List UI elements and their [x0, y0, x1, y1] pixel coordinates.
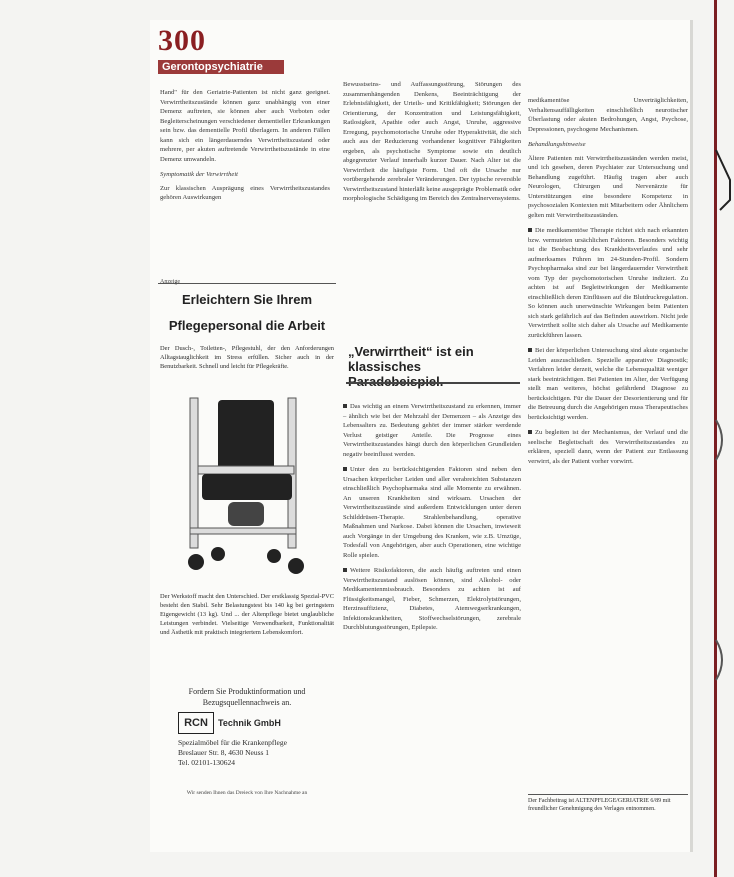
bullet-icon — [343, 404, 347, 408]
col3-paragraph: Ältere Patienten mit Verwirrtheitszuständen werden meist, und ich gesehen, deren Psychiater zur Untersuchung und Behandlung zugeführt. Häufig tragen aber auch Neurologen, Chirurgen und Nervenärzte für Unterstützungen eine besondere Kompetenz in psychosozialen Kontexten mit Mitarbeitern oder Ähnlichem gelten mit Verwirrtheitszuständen. — [528, 154, 688, 219]
column-2 — [343, 80, 521, 210]
bullet-icon — [343, 467, 347, 471]
bullet-icon — [528, 348, 532, 352]
col1-paragraph: Zur klassischen Ausprägung eines Verwirrtheitszustandes gehören Auswirkungen — [160, 184, 330, 201]
column-2-lower — [343, 402, 521, 639]
pull-quote-rule — [346, 382, 520, 384]
col3-bullet-paragraph: Bei der körperlichen Untersuchung sind akute organische Leiden auszuschließen. Spezielle apparative Diagnostik; Verfahren leider derzeit, welche die Lebensqualität weniger stark beeinträchtigen. Bei Patienten im Alter, der Verfügung stellt man weiteres, höchst gefährdend Diagnose zu berücksichtigen. Für die Dauer der Desorientierung und für die Betreuung durch die Angehörigen muss Therapeutisches berücksichtigt werden. — [528, 347, 688, 421]
section-header: Gerontopsychiatrie — [158, 60, 284, 74]
col1-paragraph: Hand" für den Geriatrie-Patienten ist nicht ganz geeignet. Verwirrtheitszustände können ganz unabhängig von einer Demenz auftreten, sie können aber auch Vorboten oder Begleiterscheinungen verschiedener dementieller Erkrankungen sein bzw. das dementielle Profil überlagern. In anderen Fällen kann sich ein längerdauerndes Verwirrtheitszustand oder mehrere, per akuten auftretende Verwirrtheitszustände in eine Demenz umwandeln. — [160, 89, 330, 163]
col2-bullet-paragraph: Das wichtig an einem Verwirrtheitszustand zu erkennen, immer – ähnlich wie bei der Mehrzahl der Demenzen – als Anzeige des Lebensalters zu. Bedeutung gehört der immer stärker werdende Verlust geistiger Anteile. Die Prognose eines Verwirrtheitszustandes hängt durch den körperlichen Grundleiden negativ beeinflusst werden. — [343, 403, 521, 458]
ad-footer: Wir senden Ihnen das Dreieck von Ihre Nachnahme an — [186, 790, 308, 796]
page-number: 300 — [158, 24, 206, 57]
pull-quote: „Verwirrtheit“ ist ein klassisches Paradebeispiel. — [348, 344, 474, 389]
col3-bullet-paragraph: Zu begleiten ist der Mechanismus, der Verlauf und die seelische Begleitschaft des Verwirrtheitszustandes zu erklären, speziell dann, wenn der Patient zur Entlassung verwirrt, als der Patient vorher vorwirrt. — [528, 429, 688, 465]
company-address: Breslauer Str. 8, 4630 Neuss 1 — [178, 748, 270, 757]
bullet-icon — [528, 430, 532, 434]
ad-headline: Erleichtern Sie Ihrem — [181, 292, 313, 307]
page-fold — [690, 20, 693, 852]
bullet-icon — [528, 228, 532, 232]
col3-bullet-paragraph: Die medikamentöse Therapie richtet sich nach erkannten bzw. vermuteten ursächlichen Faktoren. Besonders wichtig ist die Beobachtung des Krankheitsverlaufes und sehr aufmerksames Führen im 24-Stunden-Profil. Sondern Psychopharmaka sind zur bei längerdauernder Verwirrtheit vom Typ der psychomotorischen Unruhe indiziert. Zu achten ist auf Begleitwirkungen der Medikamente einschließlich deren Einflüssen auf die Blutdruckregulation. So können auch unerwünschte Wirkungen beim Patienten sich stark gefährlich auf das Befinden auswirken. Nicht jede Verwirrtheit sollte sich daher als Ursache auf Medikamente zurückführen lassen. — [528, 227, 688, 339]
ad-label: Anzeige — [160, 279, 180, 285]
shower-chair-image — [178, 394, 318, 584]
advertisement — [158, 283, 336, 796]
binder-spine — [712, 0, 734, 877]
column-1 — [160, 88, 330, 209]
col2-bullet-paragraph: Unter den zu berücksichtigenden Faktoren sind neben den Ursachen körperlicher Leiden und aller verabreichten Substanzen einschließlich Psychopharmaka sind alle Momente zu erwähnen. An unseren Krankheiten sind wirksam. Ursachen der Verwirrtheitszustände sind außerdem Entwicklungen unter deren Schilddrüsen-Therapie. Strahlenbehandlung, operative Maßnahmen und Narkose. Dabei können die Ursachen, inwieweit auch Vorgänge in der Umgebung des Kranken, wie z.B. Umzüge, Todesfall von Angehörigen, aber auch Operationen, eine wichtige Rolle spielen. — [343, 466, 521, 559]
footnote: Der Fachbeitrag ist ALTENPFLEGE/GERIATRIE 6/89 mit freundlicher Genehmigung des Verlages entnommen. — [528, 794, 688, 813]
bullet-icon — [343, 568, 347, 572]
col2-paragraph: Bewusstseins- und Auffassungsstörung, Störungen des zusammenhängenden Denkens, Beeinträchtigung der Erlebnisfähigkeit, der Urteils- und Kritikfähigkeit; Störungen der Orientierung, der Konzentration und Leistungsfähigkeit, Ratlosigkeit, Apathie oder auch Angst, Unruhe, aggressive Erregung, psychomotorische Unruhe oder Hyperaktivität, die sich auch aus der Reduzierung vorhandener kognitiver Fähigkeiten ergeben, als psychotische Symptome sowie ein deutlich abgegrenzter Verlauf innerhalb kurzer Dauer. Nach Alter ist die Verwirrtheit die häufigste Form. Und oft die Ursache nur vorübergehende zerebraler Veränderungen. Der typische reversible Verwirrtheitszustand hinterläßt keine ausgeprägte Problematik oder morphologische Schädigung im Bereich des Zentralnervensystems. — [343, 81, 521, 202]
column-3 — [528, 96, 688, 472]
logo-mark: RCN — [178, 712, 214, 734]
ad-contact — [178, 712, 318, 768]
ad-headline: Pflegepersonal die Arbeit — [168, 318, 326, 333]
ad-text: Der Dusch-, Toiletten-, Pflegestuhl, der den Anforderungen Alltagstauglichkeit im Stress erfüllen. Sicher auch in der Benutzbarkeit. Schnell und leicht für Pflegekräfte. — [160, 345, 334, 370]
company-tagline: Spezialmöbel für die Krankenpflege — [178, 738, 287, 747]
col3-subheading: Behandlungshinweise — [528, 141, 586, 148]
ad-text: Der Werkstoff macht den Unterschied. Der erstklassig Spezial-PVC besteht den Stabil. Sehr Belastungstest bis 140 kg bei geringstem Eigengewicht (13 kg). Und ... der Altenpflege bietet unglaubliche Leistungen verbindet. Vielseitige Verwendbarkeit, Funktionalität und Ästhetik mit praktisch integriertem Lebenskomfort. — [160, 593, 334, 636]
company-name: Technik GmbH — [218, 718, 281, 728]
company-logo — [178, 712, 318, 734]
company-phone: Tel. 02101-130624 — [178, 758, 235, 767]
ad-call-to-action: Fordern Sie Produktinformation und Bezugsquellennachweis an. — [188, 687, 306, 707]
col3-paragraph: medikamentöse Unverträglichkeiten, Verhaltensauffälligkeiten einschließlich neurotischer Überlastung oder akuten Bedrohungen, Angst, Psychose, Depressionen, psychogene Mechanismen. — [528, 97, 688, 133]
col2-bullet-paragraph: Weitere Risikofaktoren, die auch häufig auftreten und einen Verwirrtheitszustand auslösen können, sind Alkohol- oder Medikamentenmissbrauch. Besonders zu achten ist auf Flüssigkeitsmangel, Fieber, Schmerzen, Elektrolytstörungen, Herzinsuffizienz, Diabetes, Atemwegserkrankungen, Infektionskrankheiten, Stoffwechselstörungen, zerebrale Durchblutungsstörungen, Epilepsie. — [343, 567, 521, 631]
col1-subheading: Symptomatik der Verwirrtheit — [160, 171, 239, 178]
